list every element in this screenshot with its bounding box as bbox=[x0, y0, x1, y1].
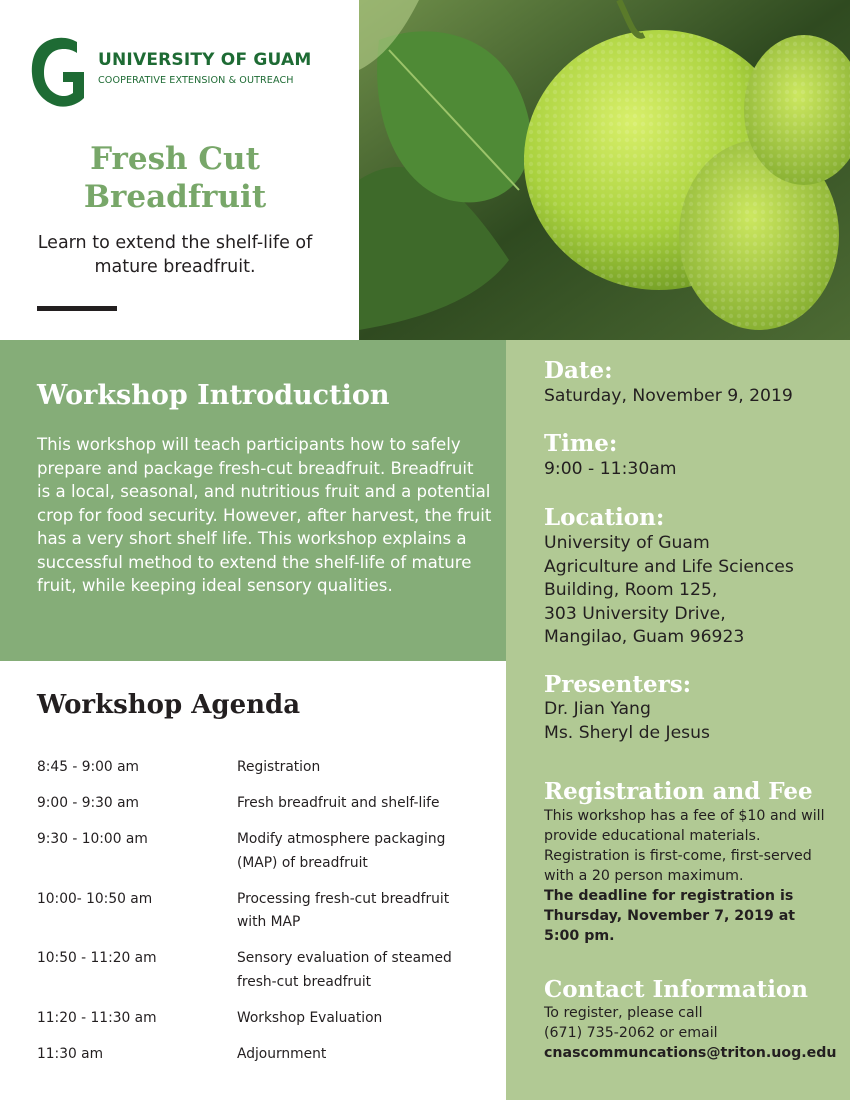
workshop-introduction bbox=[0, 340, 506, 661]
org-subtitle: COOPERATIVE EXTENSION & OUTREACH bbox=[98, 75, 294, 86]
agenda-time: 8:45 - 9:00 am bbox=[37, 759, 139, 775]
contact-line: To register, please call bbox=[544, 1005, 703, 1021]
registration-deadline: The deadline for registration is Thursday, November 7, 2019 at 5:00 pm. bbox=[544, 888, 796, 944]
location-line: Agriculture and Life Sciences bbox=[544, 556, 794, 577]
breadfruit-illustration bbox=[359, 0, 850, 340]
header-panel bbox=[0, 0, 359, 340]
presenter-name: Ms. Sheryl de Jesus bbox=[544, 722, 710, 743]
agenda-row bbox=[37, 888, 497, 935]
contact-line: (671) 735-2062 or email bbox=[544, 1025, 718, 1041]
title-line-2: Breadfruit bbox=[83, 179, 267, 215]
agenda-item: Sensory evaluation of steamed fresh-cut breadfruit bbox=[237, 950, 452, 990]
location-line: Building, Room 125, bbox=[544, 580, 718, 600]
contact-text bbox=[544, 1003, 844, 1063]
presenters-value bbox=[544, 698, 844, 745]
agenda-time: 9:00 - 9:30 am bbox=[37, 795, 139, 811]
intro-title: Workshop Introduction bbox=[37, 380, 390, 411]
registration-info: This workshop has a fee of $10 and will provide educational materials. Registration is first-come, first-served with a 20 person maximum. bbox=[544, 808, 825, 884]
contact-label: Contact Information bbox=[544, 976, 809, 1003]
registration-label: Registration and Fee bbox=[544, 778, 813, 805]
agenda-list bbox=[37, 756, 497, 1079]
university-logo-icon bbox=[29, 36, 91, 108]
agenda-row bbox=[37, 792, 497, 816]
intro-body: This workshop will teach participants how to safely prepare and package fresh-cut breadfruit. Breadfruit is a local, seasonal, and nutritious fruit and a potential crop for food security. However, after harvest, the fruit has a very short shelf life. This workshop explains a successful method to extend the shelf-life of mature fruit, while keeping ideal sensory qualities. bbox=[37, 435, 492, 595]
title-line-1: Fresh Cut bbox=[90, 141, 260, 177]
agenda-title: Workshop Agenda bbox=[37, 690, 301, 720]
tagline: Learn to extend the shelf-life of mature breadfruit. bbox=[37, 233, 313, 277]
date-label: Date: bbox=[544, 357, 613, 384]
agenda-item: Processing fresh-cut breadfruit with MAP bbox=[237, 890, 450, 930]
agenda-item: Workshop Evaluation bbox=[237, 1009, 383, 1026]
location-line: Mangilao, Guam 96923 bbox=[544, 627, 745, 647]
agenda-item: Fresh breadfruit and shelf-life bbox=[237, 795, 440, 811]
page-title bbox=[0, 140, 350, 216]
agenda-item: Registration bbox=[237, 759, 321, 775]
details-sidebar bbox=[506, 340, 850, 1100]
org-name: UNIVERSITY OF GUAM bbox=[98, 50, 312, 70]
workshop-agenda bbox=[0, 661, 506, 1100]
agenda-time: 11:30 am bbox=[37, 1045, 104, 1062]
agenda-row bbox=[37, 947, 497, 994]
agenda-time: 10:50 - 11:20 am bbox=[37, 950, 157, 966]
location-label: Location: bbox=[544, 504, 665, 531]
location-line: University of Guam bbox=[544, 533, 710, 553]
registration-text bbox=[544, 806, 834, 946]
agenda-row bbox=[37, 828, 497, 875]
time-value: 9:00 - 11:30am bbox=[544, 459, 677, 479]
agenda-row bbox=[37, 1043, 497, 1067]
agenda-item: Adjournment bbox=[237, 1045, 327, 1062]
agenda-time: 10:00- 10:50 am bbox=[37, 890, 153, 907]
location-line: 303 University Drive, bbox=[544, 603, 726, 624]
location-value bbox=[544, 532, 844, 650]
agenda-time: 11:20 - 11:30 am bbox=[37, 1009, 157, 1026]
agenda-row bbox=[37, 756, 497, 780]
agenda-row bbox=[37, 1007, 497, 1031]
time-label: Time: bbox=[544, 430, 618, 457]
contact-email[interactable]: cnascommuncations@triton.uog.edu bbox=[544, 1045, 837, 1061]
agenda-time: 9:30 - 10:00 am bbox=[37, 831, 148, 847]
agenda-item: Modify atmosphere packaging (MAP) of breadfruit bbox=[237, 831, 446, 871]
breadfruit-photo bbox=[359, 0, 850, 340]
presenters-label: Presenters: bbox=[544, 671, 692, 698]
presenter-name: Dr. Jian Yang bbox=[544, 699, 651, 719]
date-value: Saturday, November 9, 2019 bbox=[544, 386, 793, 406]
divider bbox=[37, 306, 117, 311]
